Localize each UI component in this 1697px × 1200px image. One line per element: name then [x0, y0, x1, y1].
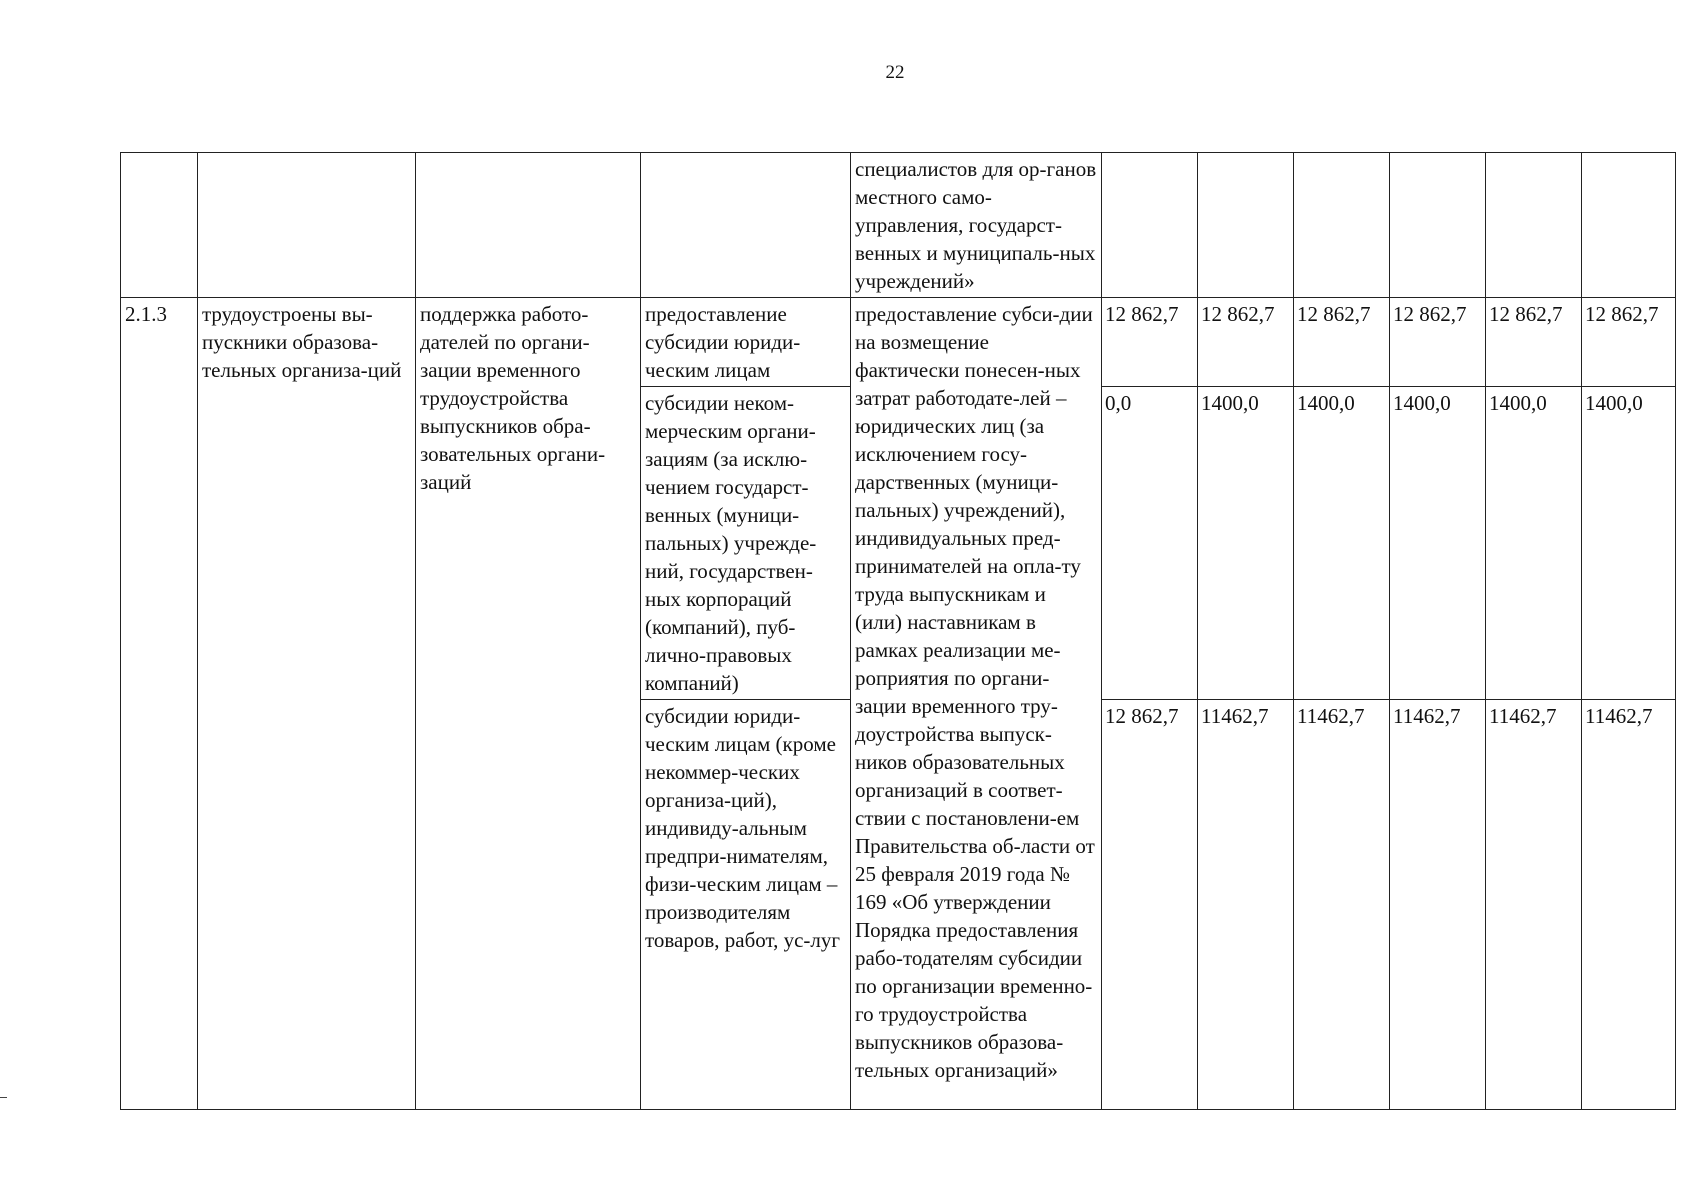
value-cell: 12 862,7: [1582, 298, 1676, 387]
recipient-cell: субсидии неком-мерческим органи-зациям (за исклю-чением государст-венных (муници-пальных) учрежде-ний, государствен-ных корпораций (компаний), пуб-лично-правовых компаний): [641, 387, 851, 700]
value-cell: 1400,0: [1198, 387, 1294, 700]
value-cell-empty: [1294, 153, 1390, 298]
code-cell-empty: [121, 153, 198, 298]
value-cell-empty: [1198, 153, 1294, 298]
value-cell: 12 862,7: [1486, 298, 1582, 387]
value-cell: 1400,0: [1294, 387, 1390, 700]
recipient-cell: предоставление субсидии юриди-ческим лицам: [641, 298, 851, 387]
continuation-row: [121, 153, 1676, 298]
value-cell: 1400,0: [1390, 387, 1486, 700]
measure-cell: предоставление субси-дии на возмещение фактически понесен-ных затрат работодате-лей – юридических лиц (за исключением госу-дарственных (муници-пальных) учреждений), индивидуальных пред-принимателей на опла-ту труда выпускникам и (или) наставникам в рамках реализации ме-роприятия по органи-зации временного тру-доустройства выпуск-ников образовательных организаций в соответ-ствии с постановлени-ем Правительства об-ласти от 25 февраля 2019 года № 169 «Об утверждении Порядка предоставления рабо-тодателям субсидии по организации временно-го трудоустройства выпускников образова-тельных организаций»: [851, 298, 1102, 1110]
value-cell-empty: [1486, 153, 1582, 298]
result-cell: трудоустроены вы-пускники образова-тельных организа-ций: [198, 298, 416, 1110]
page-number: 22: [885, 62, 905, 83]
result-cell-empty: [198, 153, 416, 298]
measure-continuation-cell: специалистов для ор-ганов местного само-управления, государст-венных и муниципаль-ных учреждений»: [851, 153, 1102, 298]
value-cell: 1400,0: [1582, 387, 1676, 700]
value-cell: 11462,7: [1582, 700, 1676, 1110]
value-cell-empty: [1582, 153, 1676, 298]
value-cell: 0,0: [1102, 387, 1198, 700]
value-cell-empty: [1390, 153, 1486, 298]
value-cell: 12 862,7: [1198, 298, 1294, 387]
value-cell: 12 862,7: [1102, 298, 1198, 387]
value-cell: 11462,7: [1198, 700, 1294, 1110]
scan-margin-mark: [0, 1097, 7, 1098]
table-row: [121, 298, 1676, 387]
value-cell: 12 862,7: [1390, 298, 1486, 387]
code-cell: 2.1.3: [121, 298, 198, 1110]
value-cell: 11462,7: [1294, 700, 1390, 1110]
value-cell: 12 862,7: [1102, 700, 1198, 1110]
value-cell: 1400,0: [1486, 387, 1582, 700]
recipient-cell: субсидии юриди-ческим лицам (кроме некоммер-ческих организа-ций), индивиду-альным предпри-нимателям, физи-ческим лицам – производителям товаров, работ, ус-луг: [641, 700, 851, 1110]
program-table: [120, 152, 1676, 1110]
value-cell: 11462,7: [1486, 700, 1582, 1110]
task-cell: поддержка работо-дателей по органи-зации временного трудоустройства выпускников обра-зовательных органи-заций: [416, 298, 641, 1110]
value-cell: 11462,7: [1390, 700, 1486, 1110]
task-cell-empty: [416, 153, 641, 298]
value-cell-empty: [1102, 153, 1198, 298]
recipient-cell-empty: [641, 153, 851, 298]
value-cell: 12 862,7: [1294, 298, 1390, 387]
